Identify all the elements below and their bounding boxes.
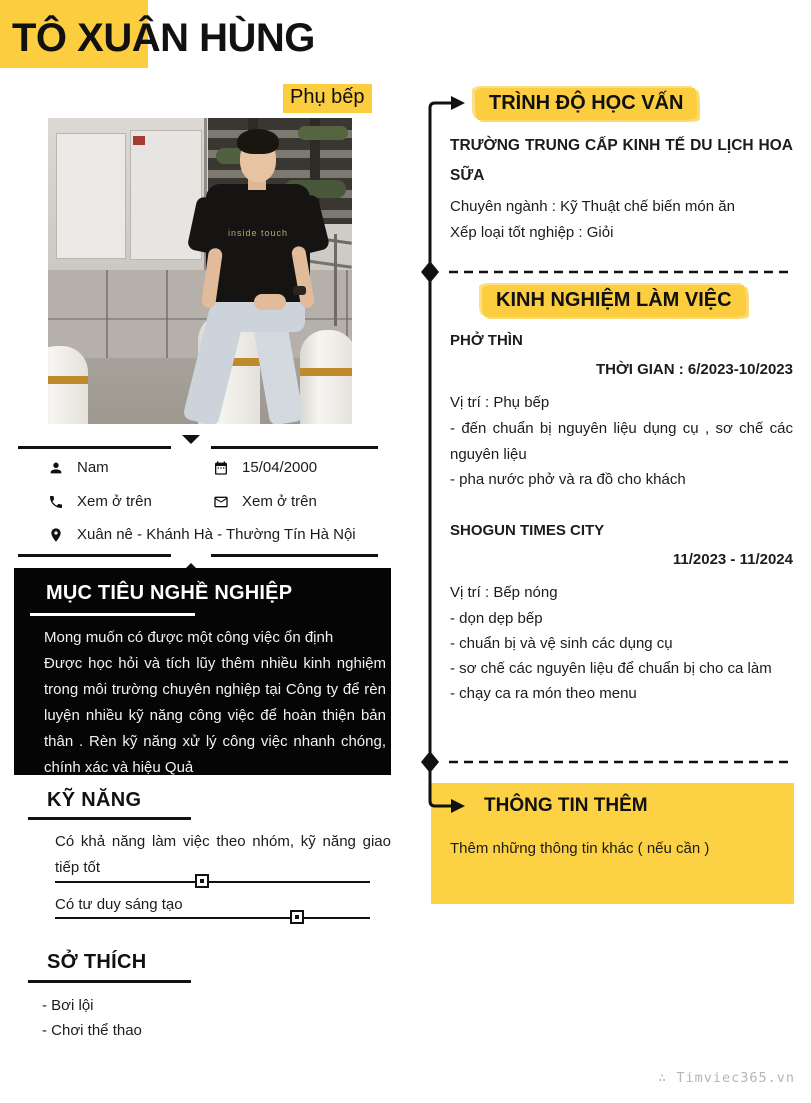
experience-duty: - dọn dẹp bếp bbox=[450, 610, 543, 627]
contact-address bbox=[48, 526, 356, 543]
skill-slider[interactable] bbox=[55, 881, 370, 883]
experience-time: THỜI GIAN : 6/2023-10/2023 bbox=[595, 361, 793, 378]
photo-person-watch bbox=[293, 286, 306, 295]
experience-time: 11/2023 - 11/2024 bbox=[672, 551, 793, 568]
photo-bollard-left bbox=[48, 346, 88, 424]
objective-underline bbox=[30, 613, 195, 616]
photo-person-hair bbox=[237, 129, 279, 154]
education-major: Chuyên ngành : Kỹ Thuật chế biến món ăn bbox=[450, 198, 735, 215]
hobby-item: - Bơi lội bbox=[42, 997, 94, 1014]
photo-person-hand bbox=[254, 294, 286, 310]
experience-duty: - chạy ca ra món theo menu bbox=[450, 685, 637, 702]
objective-section bbox=[14, 568, 391, 775]
timeline bbox=[415, 90, 811, 820]
hobbies-title: SỞ THÍCH bbox=[47, 951, 147, 973]
skills-title: KỸ NĂNG bbox=[47, 789, 142, 811]
calendar-icon bbox=[213, 460, 229, 476]
contact-gender-value: Nam bbox=[77, 459, 109, 476]
objective-title: MỤC TIÊU NGHỀ NGHIỆP bbox=[46, 582, 293, 604]
additional-text: Thêm những thông tin khác ( nếu cần ) bbox=[450, 840, 710, 857]
skill-slider[interactable] bbox=[55, 917, 370, 919]
photo-plant bbox=[298, 126, 348, 140]
timeline-spine bbox=[430, 103, 451, 806]
arrow-right-icon bbox=[451, 799, 465, 813]
arrow-right-icon bbox=[451, 96, 465, 110]
skill-label: Có tư duy sáng tạo bbox=[55, 896, 183, 913]
contact-dob bbox=[213, 459, 317, 476]
experience-duty: - pha nước phở và ra đồ cho khách bbox=[450, 471, 686, 488]
experience-duty: - đến chuẩn bị nguyên liệu dụng cụ , sơ chế các nguyên liệu bbox=[450, 420, 793, 463]
experience-company: SHOGUN TIMES CITY bbox=[450, 522, 605, 539]
skills-underline bbox=[28, 817, 191, 820]
photo-railing-post bbox=[334, 234, 337, 326]
contact-email-value: Xem ở trên bbox=[242, 493, 317, 510]
experience-title: KINH NGHIỆM LÀM VIỆC bbox=[482, 285, 746, 317]
hobby-item: - Chơi thể thao bbox=[42, 1022, 142, 1039]
photo-sign bbox=[133, 136, 145, 145]
experience-position: Vị trí : Phụ bếp bbox=[450, 394, 550, 411]
experience-duty: - sơ chế các nguyên liệu để chuẩn bị cho ca làm bbox=[450, 660, 772, 677]
contact-address-value: Xuân nê - Khánh Hà - Thường Tín Hà Nội bbox=[77, 526, 356, 543]
education-grade: Xếp loại tốt nghiệp : Giỏi bbox=[450, 224, 614, 241]
triangle-down-icon bbox=[182, 435, 200, 461]
skill-slider-handle[interactable] bbox=[290, 910, 304, 924]
photo-shirt-text: inside touch bbox=[227, 228, 289, 238]
photo-door bbox=[56, 133, 126, 259]
diamond-icon bbox=[421, 751, 439, 773]
candidate-name: TÔ XUÂN HÙNG bbox=[12, 16, 315, 60]
contact-gender bbox=[48, 459, 109, 476]
contact-email bbox=[213, 493, 317, 510]
email-icon bbox=[213, 494, 229, 510]
profile-photo bbox=[48, 118, 352, 424]
diamond-icon bbox=[421, 261, 439, 283]
contact-divider-bottom bbox=[18, 554, 378, 557]
photo-person-shirt bbox=[206, 184, 310, 302]
contact-phone bbox=[48, 493, 152, 510]
objective-text-line1: Mong muốn có được một công việc ổn định bbox=[44, 629, 334, 646]
skill-label: Có khả năng làm việc theo nhóm, kỹ năng giao tiếp tốt bbox=[55, 833, 391, 876]
phone-icon bbox=[48, 494, 64, 510]
objective-text-line2: Được học hỏi và tích lũy thêm nhiều kinh nghiệm trong môi trường chuyên nghiệp tại Công ty để rèn luyện nhiều kỹ năng công việc để hoàn thiện bản thân . Rèn kỹ năng xử lý công việc nhanh chóng, chính xác và hiệu Quả bbox=[44, 655, 386, 776]
photo-bollard-right bbox=[300, 330, 352, 424]
experience-duty: - chuẩn bị và vệ sinh các dụng cụ bbox=[450, 635, 673, 652]
contact-phone-value: Xem ở trên bbox=[77, 493, 152, 510]
job-title-badge: Phụ bếp bbox=[283, 84, 372, 113]
person-icon bbox=[48, 460, 64, 476]
experience-company: PHỞ THÌN bbox=[450, 332, 523, 349]
experience-position: Vị trí : Bếp nóng bbox=[450, 584, 558, 601]
hobbies-underline bbox=[28, 980, 191, 983]
education-title: TRÌNH ĐỘ HỌC VẤN bbox=[475, 88, 697, 120]
location-icon bbox=[48, 527, 64, 543]
contact-divider-top bbox=[18, 446, 378, 449]
additional-title: THÔNG TIN THÊM bbox=[484, 795, 648, 816]
watermark: ∴ Timviec365.vn bbox=[658, 1070, 795, 1086]
skill-slider-handle[interactable] bbox=[195, 874, 209, 888]
contact-dob-value: 15/04/2000 bbox=[242, 459, 318, 476]
education-school: TRƯỜNG TRUNG CẤP KINH TẾ DU LỊCH HOA SỮA bbox=[450, 137, 793, 184]
